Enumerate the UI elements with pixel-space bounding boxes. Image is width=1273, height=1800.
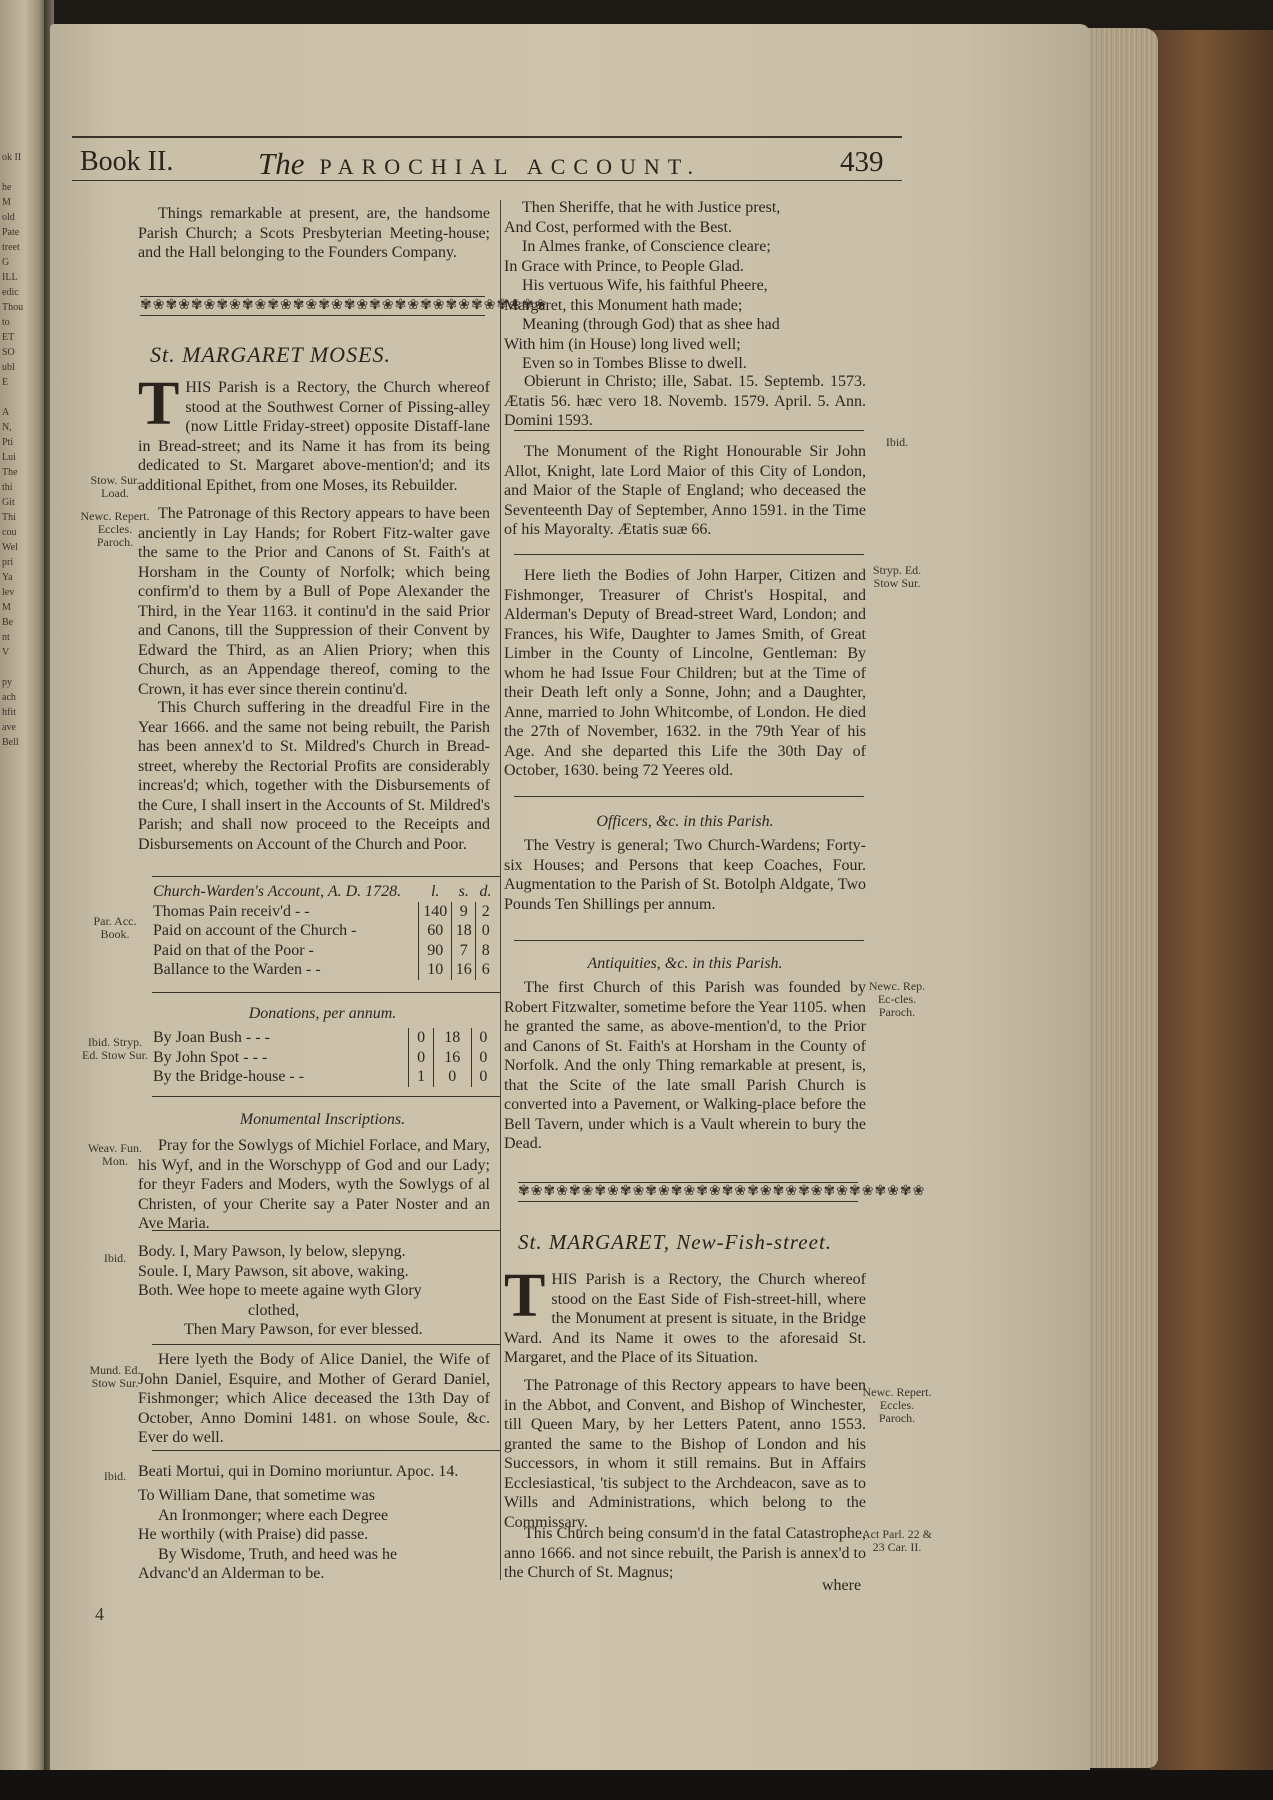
verse-line: Margaret, this Monument hath made;	[504, 296, 743, 314]
row-label: By John Spot	[153, 1048, 240, 1066]
row-dash: -	[351, 922, 357, 939]
row-label: By Joan Bush	[153, 1029, 242, 1046]
daniel-top-rule	[152, 1344, 500, 1345]
donations-top-rule	[152, 992, 500, 993]
row-l: 0	[409, 1028, 434, 1048]
allot-top-rule	[514, 430, 864, 431]
row-d: 8	[476, 941, 495, 961]
beati-top-rule	[152, 1450, 500, 1451]
row-s: 0	[433, 1067, 471, 1087]
verse-line: Meaning (through God) that as shee had	[522, 316, 780, 333]
row-label: Thomas Pain receiv'd	[153, 902, 291, 920]
verse-line: With him (in House) long lived well;	[504, 335, 741, 353]
dane-inscription	[138, 1486, 490, 1584]
antiquities-top-rule	[514, 940, 864, 941]
account-title: Church-Warden's Account, A. D. 1728.	[153, 883, 402, 900]
header-rule-bottom	[72, 180, 902, 181]
fish-paragraph-1	[504, 1262, 866, 1368]
allot-verse	[504, 198, 866, 374]
beati-line: Beati Mortui, qui in Domino moriuntur. Apoc. 14.	[138, 1463, 459, 1480]
row-dash: - - -	[245, 1029, 270, 1046]
row-s: 9	[452, 902, 476, 922]
book-cover	[1150, 30, 1273, 1770]
table-row	[150, 1067, 495, 1087]
column-rule	[500, 200, 501, 1580]
dane-line: He worthily (with Praise) did passe.	[138, 1526, 369, 1543]
row-s: 16	[433, 1048, 471, 1068]
ornament-divider-left: ✾❀✾❀✾❀✾❀✾❀✾❀✾❀✾❀✾❀✾❀✾❀✾❀✾❀✾❀✾❀✾❀	[140, 296, 485, 316]
margin-note-r-newc-2: Newc. Repert. Eccles. Paroch.	[862, 1385, 932, 1425]
previous-page-fragments: ok II he M old Pate treet G ILL edic Thou to ET SO ubl E A N, Pti Lui The thi Git Thi cou Wel pri Ya lev M Be nt V py ach hfit ave Bell	[2, 152, 24, 748]
row-l: 60	[419, 921, 452, 941]
officers-top-rule	[514, 796, 864, 797]
row-d: 2	[476, 902, 495, 922]
row-dash: -	[308, 941, 314, 959]
scan-bottom-edge	[0, 1770, 1273, 1800]
row-s: 18	[433, 1028, 471, 1048]
row-label: Paid on account of the Church	[153, 922, 348, 939]
officers-text: The Vestry is general; Two Church-Wardens; Forty-six Houses; and Persons that keep Coaches, Four. Augmentation to the Parish of St. Botolph Aldgate, Two Pounds Ten Shillings per annum.	[504, 837, 866, 913]
row-l: 1	[409, 1067, 434, 1087]
donations-title: Donations, per annum.	[248, 1005, 397, 1022]
page-stack-edge	[1078, 28, 1158, 1768]
fish-paragraph-2: The Patronage of this Rectory appears to have been in the Abbot, and Convent, and Bishop of Winchester, till Queen Mary, by her Letters Patent, anno 1553. granted the same to the Bishop of London and his Successors, in whom it still remains. But in Affairs Ecclesiastical, 'tis subject to the Archdeacon, save as to Wills and Administrations, which belong to the Commissary.	[504, 1377, 866, 1531]
officers-title: Officers, &c. in this Parish.	[596, 813, 774, 830]
fish-paragraph-3: This Church being consum'd in the fatal Catastrophe, anno 1666. and not since rebuilt, the Parish is annex'd to the Church of St. Magnus;	[504, 1525, 866, 1581]
table-row	[150, 921, 495, 941]
title-rest: PAROCHIAL ACCOUNT.	[319, 154, 702, 179]
daniel-inscription: Here lyeth the Body of Alice Daniel, the Wife of John Daniel, Esquire, and Mother of Gerard Daniel, Fishmonger; which Alice deceased the 13th Day of October, Anno Domini 1481. on whose Soule, &c. Ever do well.	[138, 1351, 490, 1446]
drop-cap: T	[138, 370, 180, 438]
obierunt-text: Obierunt in Christo; ille, Sabat. 15. Septemb. 1573. Ætatis 56. hæc vero 18. Novemb. 1579. April. 5. Ann. Domini 1593.	[504, 373, 866, 429]
row-s: 7	[452, 941, 476, 961]
row-label: Ballance to the Warden	[153, 961, 303, 978]
catchword: where	[822, 1577, 862, 1594]
col-s: s.	[458, 883, 469, 900]
account-top-rule	[152, 876, 500, 877]
pawson-line: Soule. I, Mary Pawson, sit above, waking.	[138, 1262, 409, 1280]
row-d: 0	[471, 1067, 495, 1087]
dane-line: Advanc'd an Alderman to be.	[138, 1565, 325, 1582]
moses-p1-text: HIS Parish is a Rectory, the Church whereof stood at the Southwest Corner of Pissing-alley (now Little Friday-street) opposite Distaff-lane in Bread-street; and its Name it has from its being dedicated to St. Margaret above-mention'd; and its additional Epithet, from one Moses, its Rebuilder.	[138, 379, 490, 494]
row-d: 0	[471, 1048, 495, 1068]
title-the: The	[258, 146, 305, 181]
row-label: By the Bridge-house	[153, 1068, 286, 1085]
verse-line: In Grace with Prince, to People Glad.	[504, 257, 744, 275]
verse-line: Then Sheriffe, that he with Justice prest,	[522, 199, 781, 216]
moses-paragraph-1	[138, 370, 490, 495]
ornament-divider-right: ✾❀✾❀✾❀✾❀✾❀✾❀✾❀✾❀✾❀✾❀✾❀✾❀✾❀✾❀✾❀✾❀	[518, 1182, 858, 1202]
table-row	[150, 941, 495, 961]
monumental-title: Monumental Inscriptions.	[239, 1111, 406, 1128]
row-s: 18	[452, 921, 476, 941]
forlace-inscription: Pray for the Sowlygs of Michiel Forlace, and Mary, his Wyf, and in the Worschypp of God and our Lady; for theyr Faders and Moders, wyth the Sowlygs of al Christen, of your Cherite say a Pater Noster and an Ave Maria.	[138, 1137, 490, 1232]
donations-table	[150, 1028, 495, 1087]
harper-inscription: Here lieth the Bodies of John Harper, Citizen and Fishmonger, Treasurer of Christ's Hospital, and Alderman's Deputy of Bread-street Ward, London; and Frances, his Wife, Daughter to James Smith, of Great Limber in the County of Lincolne, Gentleman: By whom he had Issue Four Children; but at the Time of their Death left only a Sonne, John; and a Daughter, Anne, married to John Whitcombe, of London. He died the 27th of November, 1632. in the 79th Year of his Age. And she departed this Life the 30th Day of October, 1630. being 72 Yeeres old.	[504, 567, 866, 779]
margin-note-newc: Newc. Repert. Eccles. Paroch.	[80, 509, 150, 549]
row-d: 6	[476, 960, 495, 980]
pawson-line: Body. I, Mary Pawson, ly below, slepyng.	[138, 1243, 406, 1260]
running-head-title	[258, 146, 701, 182]
pawson-line: clothed,	[248, 1301, 300, 1319]
table-row	[150, 960, 495, 980]
row-dash: - -	[289, 1068, 305, 1085]
verse-line: In Almes franke, of Conscience cleare;	[522, 238, 771, 255]
page-number: 439	[840, 146, 884, 178]
margin-note-mund: Mund. Ed. Stow Sur.	[89, 1363, 141, 1390]
row-l: 0	[409, 1048, 434, 1068]
row-s: 16	[452, 960, 476, 980]
margin-note-r-ibid: Ibid.	[885, 435, 909, 449]
running-head-book: Book II.	[80, 146, 174, 177]
row-l: 140	[419, 902, 452, 922]
section-title-margaret-moses: St. MARGARET MOSES.	[150, 342, 392, 367]
col-l: l.	[430, 883, 440, 900]
dane-line: To William Dane, that sometime was	[138, 1487, 375, 1504]
margin-note-ibid-2: Ibid.	[103, 1469, 127, 1483]
margin-note-r-act: Act Parl. 22 & 23 Car. II.	[862, 1527, 932, 1554]
row-dash: - - -	[243, 1048, 268, 1066]
margin-note-ibid-stryp: Ibid. Stryp. Ed. Stow Sur.	[81, 1035, 148, 1062]
drop-cap: T	[504, 1262, 546, 1330]
row-d: 0	[471, 1028, 495, 1048]
row-label: Paid on that of the Poor	[153, 941, 305, 959]
table-row	[150, 1048, 495, 1068]
pawson-top-rule	[152, 1230, 500, 1231]
header-rule-top	[72, 136, 902, 138]
previous-page-edge	[0, 0, 46, 1800]
church-warden-account	[150, 882, 495, 980]
row-l: 10	[419, 960, 452, 980]
pawson-line: Then Mary Pawson, for ever blessed.	[184, 1321, 423, 1338]
margin-note-r-stryp: Stryp. Ed. Stow Sur.	[872, 563, 922, 590]
antiquities-text: The first Church of this Parish was founded by Robert Fitzwalter, sometime before the Year 1105. when he granted the same, as above-mention'd, to the Prior and Canons of St. Faith's at Horsham in the County of Norfolk. And the only Thing remarkable at present, is, that the Scite of the late small Parish Church is converted into a Pavement, or Walking-place before the Bell Tavern, under which is a Vault wherein to bury the Dead.	[504, 979, 866, 1152]
dane-line: By Wisdome, Truth, and heed was he	[158, 1545, 398, 1563]
antiquities-title: Antiquities, &c. in this Parish.	[587, 955, 783, 972]
margin-note-ibid-1: Ibid.	[103, 1251, 127, 1265]
margin-note-weav: Weav. Fun. Mon.	[88, 1141, 142, 1168]
row-d: 0	[476, 921, 495, 941]
row-dash: - -	[294, 902, 310, 920]
inscriptions-top-rule	[152, 1096, 500, 1097]
moses-paragraph-2: The Patronage of this Rectory appears to have been anciently in Lay Hands; for Robert Fitz-walter gave the same to the Prior and Canons of St. Faith's at Horsham in the County of Norfolk; which being confirm'd to them by a Bull of Pope Alexander the Third, in the Year 1163. it continu'd in the said Prior and Canons, till the Suppression of their Convent by Edward the Third, as an Alien Priory; when this Church, as an Appendage thereof, coming to the Crown, it has ever since therein continu'd.	[138, 505, 490, 698]
margin-note-r-newc: Newc. Rep. Ec-cles. Paroch.	[868, 979, 926, 1019]
allot-inscription: The Monument of the Right Honourable Sir John Allot, Knight, late Lord Maior of this City of London, and Maior of the Staple of England; who deceased the Seventeenth Day of September, Anno 1591. in the Time of his Mayoralty. Ætatis suæ 66.	[504, 443, 866, 538]
table-row	[150, 1028, 495, 1048]
row-l: 90	[419, 941, 452, 961]
row-dash: - -	[306, 961, 321, 978]
moses-paragraph-3: This Church suffering in the dreadful Fire in the Year 1666. and the same not being rebuilt, the Parish has been annex'd to St. Mildred's Church in Bread-street, whereby the Rectorial Profits are considerably increas'd; which, together with the Disbursements of the Cure, I shall insert in the Accounts of St. Mildred's Parish; and shall now proceed to the Receipts and Disbursements on Account of the Church and Poor.	[138, 699, 490, 853]
dane-line: An Ironmonger; where each Degree	[158, 1506, 389, 1524]
section-title-new-fish-street: St. MARGARET, New-Fish-street.	[518, 1230, 833, 1254]
pawson-line: Both. Wee hope to meete againe wyth Glory	[138, 1282, 422, 1299]
verse-line: And Cost, performed with the Best.	[504, 218, 732, 236]
col-d: d.	[479, 883, 492, 900]
verse-line: Even so in Tombes Blisse to dwell.	[522, 355, 747, 372]
margin-note-stow-load: Stow. Sur. Load.	[90, 473, 140, 500]
table-row	[150, 902, 495, 922]
intro-paragraph: Things remarkable at present, are, the handsome Parish Church; a Scots Presbyterian Meeting-house; and the Hall belonging to the Founders Company.	[138, 205, 490, 261]
harper-top-rule	[514, 554, 864, 555]
fish-p1-text: HIS Parish is a Rectory, the Church whereof stood on the East Side of Fish-street-hill, where the Monument at present is situate, in the Bridge Ward. And its Name it owes to the aforesaid St. Margaret, and the Place of its Situation.	[504, 1271, 866, 1366]
verse-line: His vertuous Wife, his faithful Pheere,	[522, 277, 768, 294]
pawson-inscription	[138, 1242, 490, 1340]
margin-note-par-acc: Par. Acc. Book.	[93, 914, 137, 941]
signature-mark: 4	[95, 1604, 104, 1624]
